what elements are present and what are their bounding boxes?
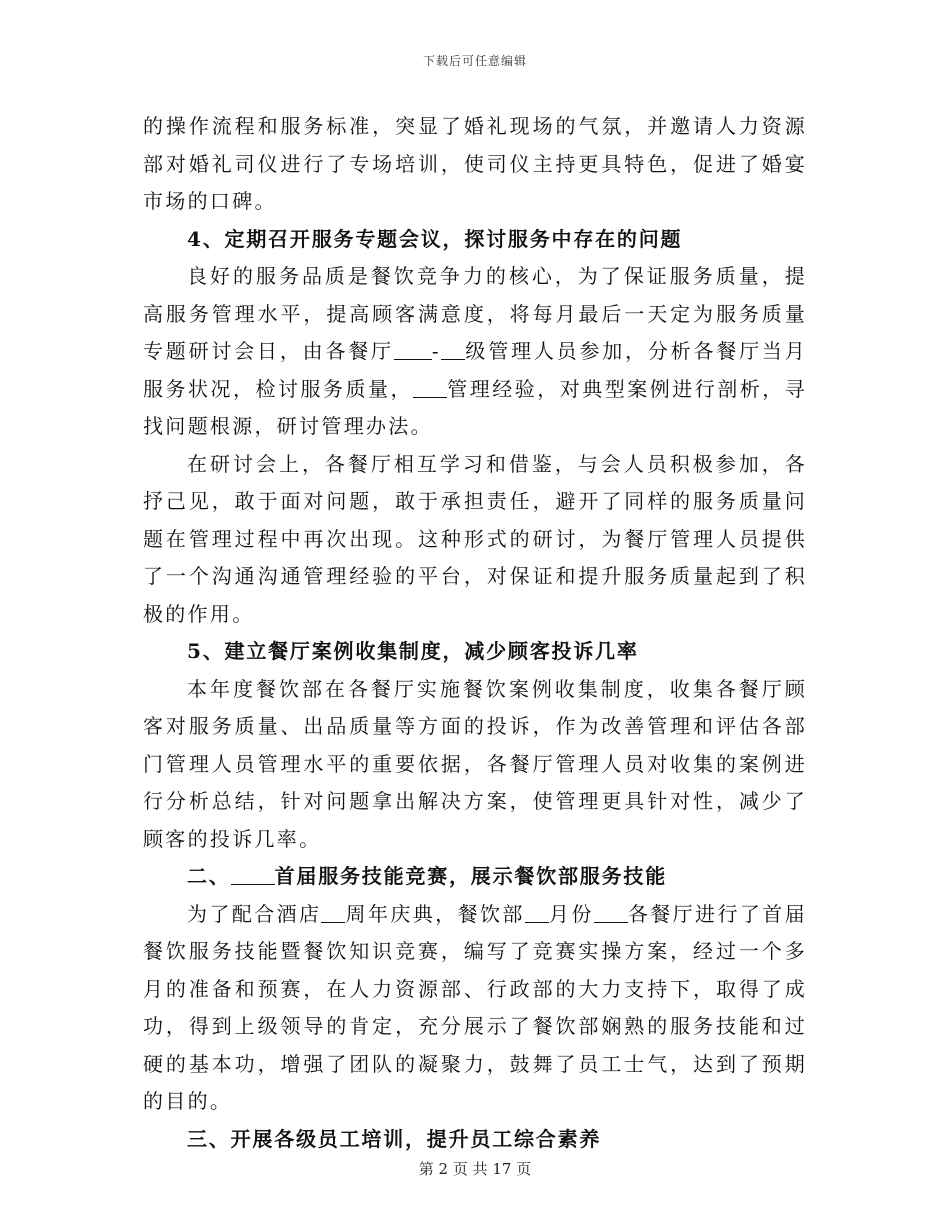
page-number: 第 2 页 共 17 页 xyxy=(418,1160,532,1178)
fill-in-blank xyxy=(321,902,345,923)
document-body xyxy=(143,108,807,1158)
paragraph-text: 各餐厅进行了首届餐饮服务技能暨餐饮知识竞赛，编写了竞赛实操方案，经过一个多月的准备和预赛，在人力资源部、行政部的大力支持下，取得了成功，得到上级领导的肯定，充分展示了餐饮部娴熟的服务技能和过硬的基本功，增强了团队的凝聚力，鼓舞了员工士气，达到了预期的目的。 xyxy=(143,901,807,1113)
paragraph-service-quality xyxy=(143,258,807,446)
section-heading-two xyxy=(143,858,807,896)
fill-in-blank xyxy=(413,377,447,398)
fill-in-blank xyxy=(231,864,275,885)
fill-in-blank xyxy=(594,902,628,923)
paragraph-text: 管理经验，对典型案例进行剖析，寻找问题根源，研讨管理办法。 xyxy=(143,376,807,438)
fill-in-blank xyxy=(441,339,465,360)
paragraph-text: 周年庆典，餐饮部 xyxy=(345,901,525,926)
section-heading-5: 5、建立餐厅案例收集制度，减少顾客投诉几率 xyxy=(187,639,639,663)
paragraph-text: 级管理人员参加，分析各餐厅当月服务状况，检讨服务质量， xyxy=(143,339,807,401)
fill-in-blank xyxy=(394,339,432,360)
section-heading-4: 4、定期召开服务专题会议，探讨服务中存在的问题 xyxy=(187,226,683,251)
paragraph-text: 月份 xyxy=(548,901,594,926)
page-header-note: 下载后可任意编辑 xyxy=(422,54,527,68)
paragraph-case-collection: 本年度餐饮部在各餐厅实施餐饮案例收集制度，收集各餐厅顾客对服务质量、出品质量等方面的投诉，作为改善管理和评估各部门管理人员管理水平的重要依据，各餐厅管理人员对收集的案例进行分析总结，针对问题拿出解决方案，使管理更具针对性，减少了顾客的投诉几率。 xyxy=(143,676,807,851)
heading-text: 二、 xyxy=(187,864,231,888)
fill-in-blank xyxy=(525,902,549,923)
paragraph-text: 良好的服务品质是餐饮竞争力的核心，为了保证服务质量，提高服务管理水平，提高顾客满意度，将每月最后一天定为服务质量专题研讨会日，由各餐厅 xyxy=(143,264,807,363)
paragraph-continued: 的操作流程和服务标准，突显了婚礼现场的气氛，并邀请人力资源部对婚礼司仪进行了专场培训，使司仪主持更具特色，促进了婚宴市场的口碑。 xyxy=(143,114,807,213)
heading-text: 首届服务技能竞赛，展示餐饮部服务技能 xyxy=(274,864,668,888)
section-heading-three: 三、开展各级员工培训，提升员工综合素养 xyxy=(187,1126,602,1151)
paragraph-skills-contest xyxy=(143,896,807,1121)
paragraph-text: 为了配合酒店 xyxy=(187,901,322,926)
paragraph-text: - xyxy=(431,339,441,363)
paragraph-seminar: 在研讨会上，各餐厅相互学习和借鉴，与会人员积极参加，各抒己见，敢于面对问题，敢于承担责任，避开了同样的服务质量问题在管理过程中再次出现。这种形式的研讨，为餐厅管理人员提供了一个沟通沟通管理经验的平台，对保证和提升服务质量起到了积极的作用。 xyxy=(143,451,807,626)
